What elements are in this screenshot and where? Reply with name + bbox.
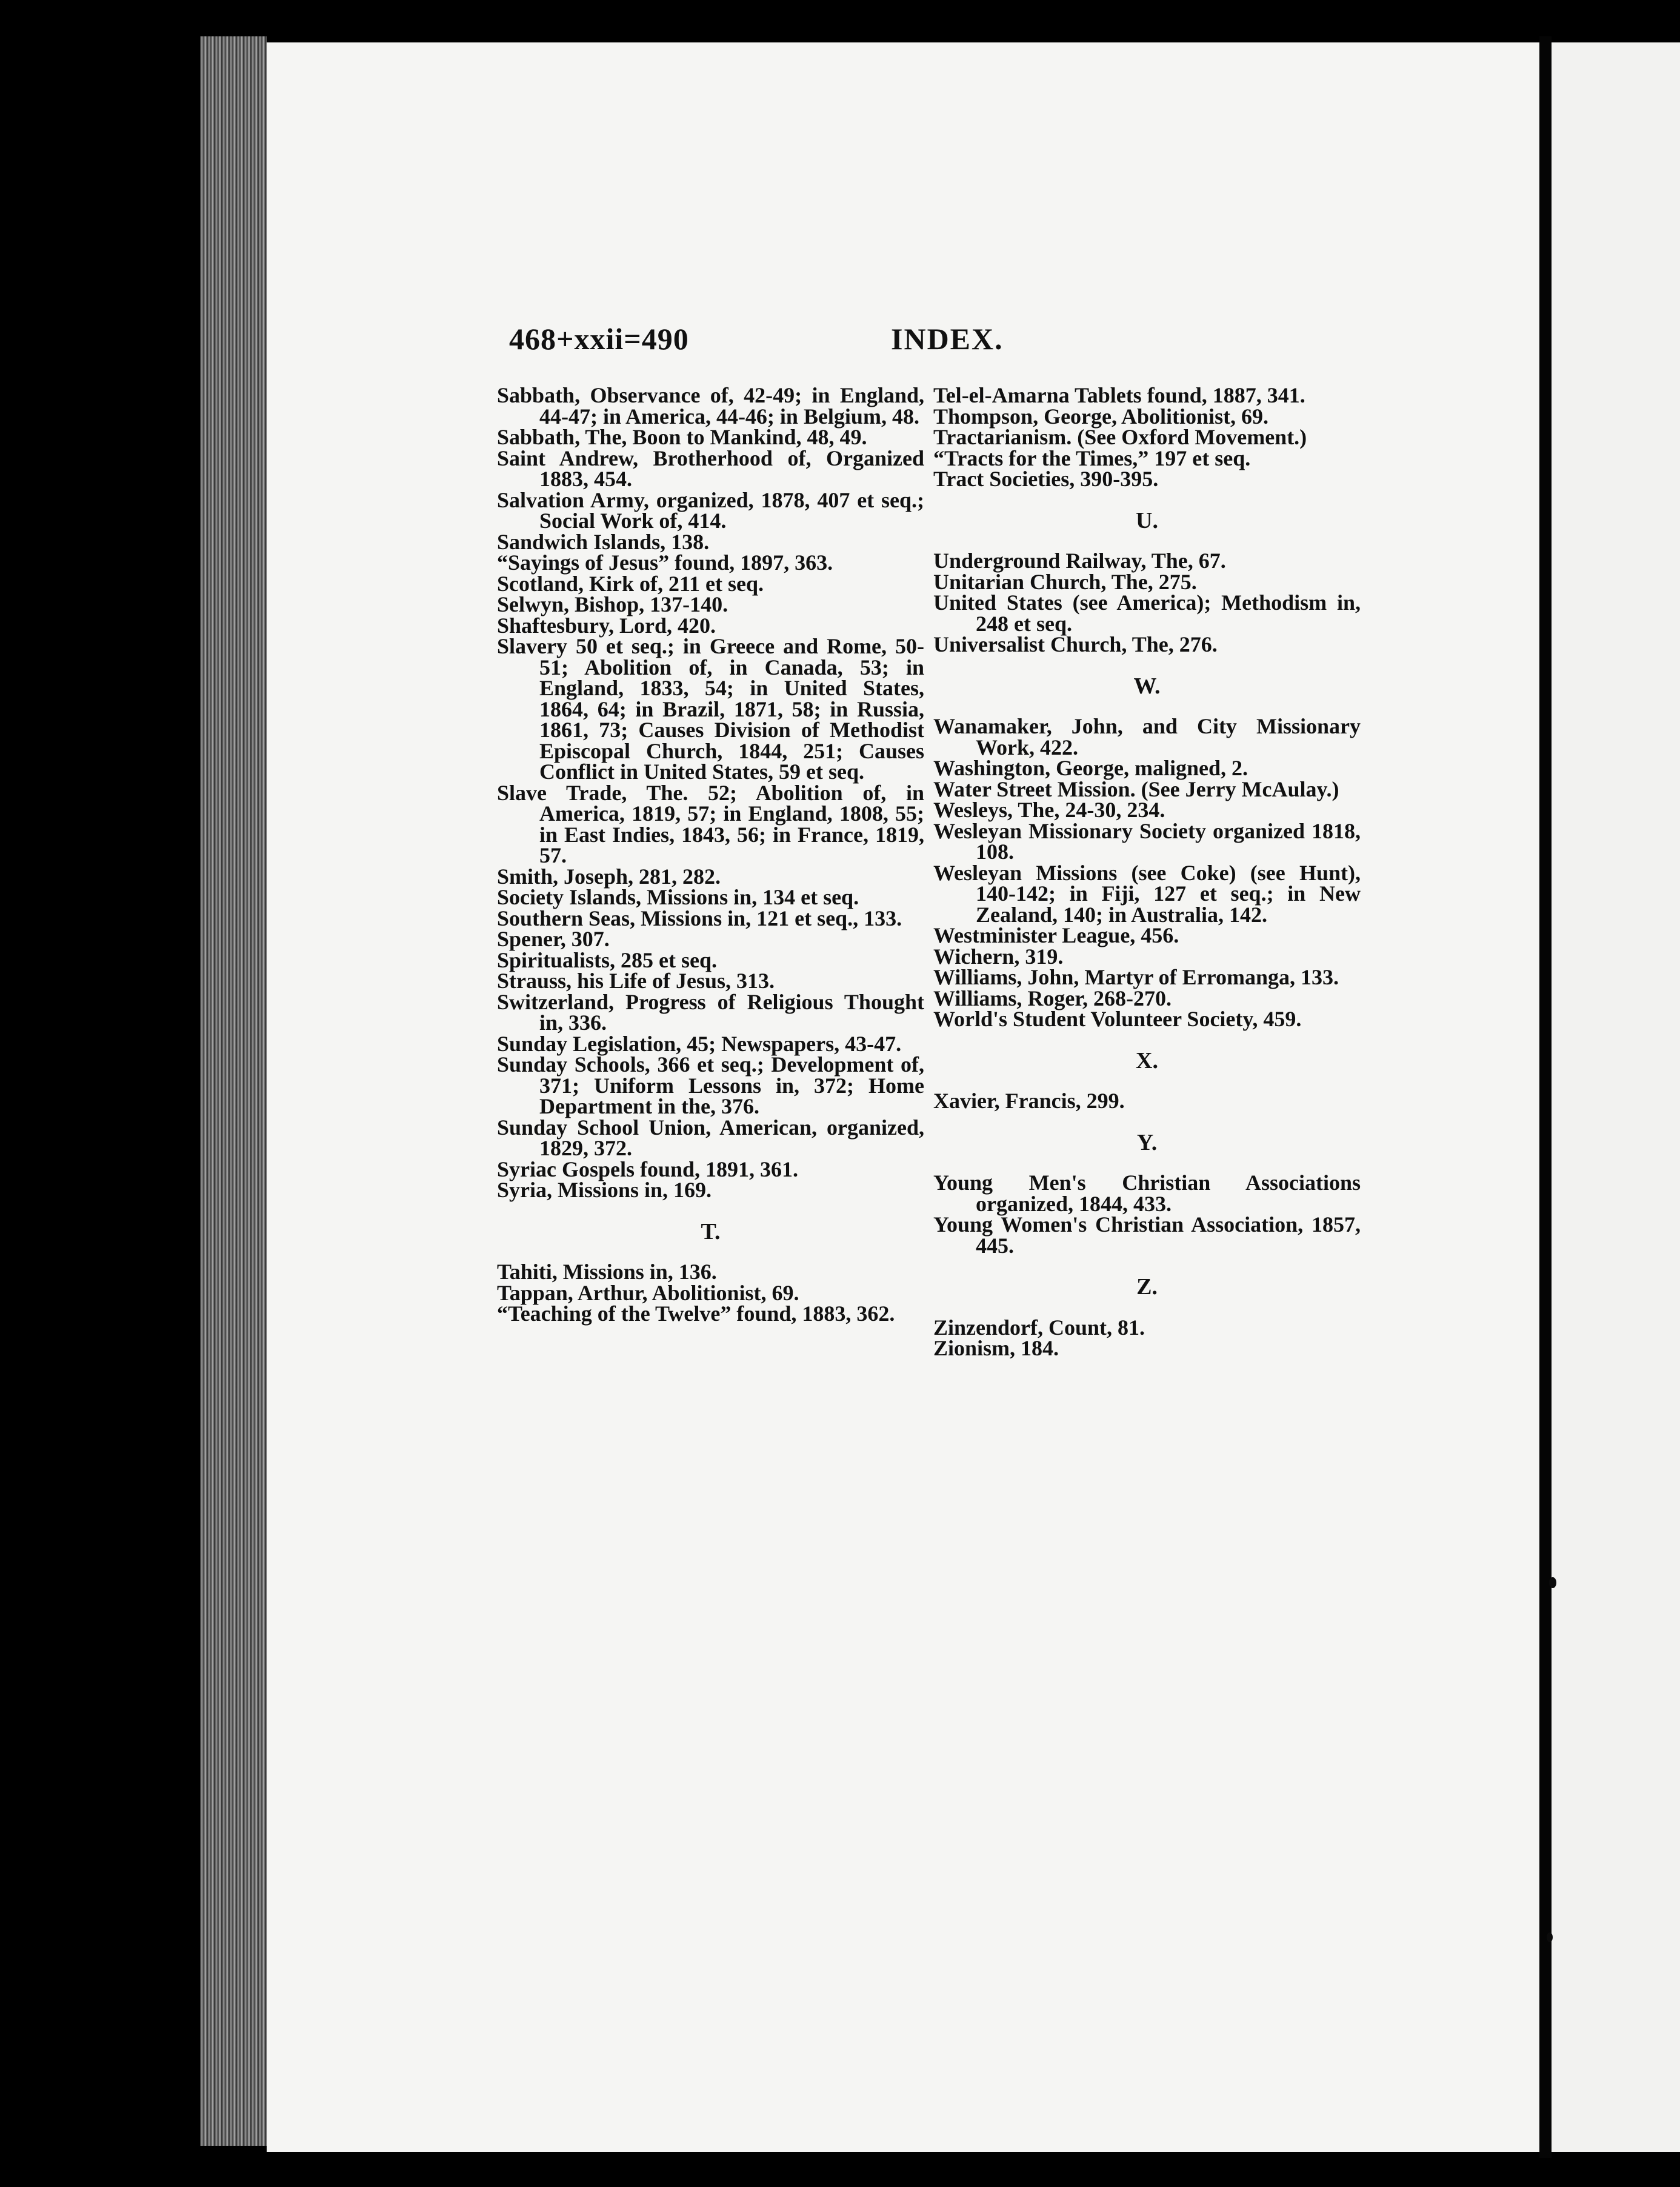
index-entry: Wesleys, The, 24-30, 234. xyxy=(933,798,1165,822)
index-entry: Syria, Missions in, 169. xyxy=(497,1178,712,1202)
index-entry: Tractarianism. (See Oxford Movement.) xyxy=(933,425,1307,449)
index-entry: Wichern, 319. xyxy=(933,944,1064,969)
page-header xyxy=(509,321,1327,364)
index-entry: Southern Seas, Missions in, 121 et seq., 133. xyxy=(497,906,902,930)
index-entry: Selwyn, Bishop, 137-140. xyxy=(497,592,728,616)
book-gutter xyxy=(1539,36,1552,2158)
index-column-right xyxy=(933,385,1361,1359)
index-entry: Shaftesbury, Lord, 420. xyxy=(497,613,716,638)
index-entry: “Tracts for the Times,” 197 et seq. xyxy=(933,446,1251,470)
index-entry: Slave Trade, The. 52; Abolition of, in America, 1819, 57; in England, 1808, 55; in East Indies, 1843, 56; in France, 1819, 57. xyxy=(497,780,924,867)
index-entry: Spener, 307. xyxy=(497,927,610,951)
index-entry: Strauss, his Life of Jesus, 313. xyxy=(497,969,775,993)
index-entry: Sabbath, Observance of, 42-49; in England, 44-47; in America, 44-46; in Belgium, 48. xyxy=(497,383,924,429)
index-entry: Williams, John, Martyr of Erromanga, 133. xyxy=(933,965,1339,989)
index-entry: Thompson, George, Abolitionist, 69. xyxy=(933,404,1269,429)
index-entry: Smith, Joseph, 281, 282. xyxy=(497,864,721,889)
speck-mark xyxy=(1547,1932,1553,1942)
index-entry: Zionism, 184. xyxy=(933,1336,1059,1360)
index-entry: World's Student Volunteer Society, 459. xyxy=(933,1007,1302,1031)
index-entry: Williams, Roger, 268-270. xyxy=(933,986,1172,1010)
index-entry: Young Women's Christian Association, 1857, 445. xyxy=(933,1212,1361,1258)
page-title: INDEX. xyxy=(891,322,1004,356)
section-letter: U. xyxy=(1136,507,1158,533)
page-number: 468+xxii=490 xyxy=(509,322,689,356)
index-entry: Slavery 50 et seq.; in Greece and Rome, 50-51; Abolition of, in Canada, 53; in England, 1833, 54; in United States, 1864, 64; in Brazil, 1871, 58; in Russia, 1861, 73; Causes Division of Methodist Episcopal Church, 1844, 251; Causes Conflict in United States, 59 et seq. xyxy=(497,634,924,784)
index-entry: Tract Societies, 390-395. xyxy=(933,467,1159,491)
facing-page-edge xyxy=(1552,42,1680,2152)
index-entry: Sunday Schools, 366 et seq.; Development of, 371; Uniform Lessons in, 372; Home Department in the, 376. xyxy=(497,1052,924,1118)
index-entry: Zinzendorf, Count, 81. xyxy=(933,1315,1145,1340)
index-entry: Tahiti, Missions in, 136. xyxy=(497,1260,717,1284)
index-entry: Salvation Army, organized, 1878, 407 et seq.; Social Work of, 414. xyxy=(497,487,924,533)
index-entry: Spiritualists, 285 et seq. xyxy=(497,947,718,972)
index-entry: Xavier, Francis, 299. xyxy=(933,1089,1125,1113)
index-entry: Tel-el-Amarna Tablets found, 1887, 341. xyxy=(933,383,1305,407)
index-entry: Water Street Mission. (See Jerry McAulay.) xyxy=(933,776,1339,801)
index-entry: “Teaching of the Twelve” found, 1883, 362. xyxy=(497,1301,895,1326)
index-entry: Wesleyan Missions (see Coke) (see Hunt), 140-142; in Fiji, 127 et seq.; in New Zealand, 140; in Australia, 142. xyxy=(933,860,1361,927)
index-entry: Westminister League, 456. xyxy=(933,923,1179,947)
index-entry: Tappan, Arthur, Abolitionist, 69. xyxy=(497,1280,799,1305)
index-entry: Scotland, Kirk of, 211 et seq. xyxy=(497,571,764,596)
index-column-left xyxy=(497,385,924,1324)
index-entry: “Sayings of Jesus” found, 1897, 363. xyxy=(497,550,833,575)
section-letter: X. xyxy=(1136,1047,1158,1073)
index-entry: Syriac Gospels found, 1891, 361. xyxy=(497,1157,799,1181)
section-letter: W. xyxy=(1133,673,1161,699)
index-entry: Washington, George, maligned, 2. xyxy=(933,756,1248,780)
section-letter: Z. xyxy=(1136,1274,1158,1300)
book-page-edges xyxy=(200,36,267,2146)
index-entry: Universalist Church, The, 276. xyxy=(933,632,1218,656)
index-entry: Wanamaker, John, and City Missionary Work, 422. xyxy=(933,714,1361,760)
index-entry: Wesleyan Missionary Society organized 1818, 108. xyxy=(933,818,1361,864)
section-letter: T. xyxy=(701,1218,721,1244)
index-entry: Underground Railway, The, 67. xyxy=(933,549,1226,573)
speck-mark xyxy=(1549,1577,1556,1588)
index-entry: Switzerland, Progress of Religious Thought in, 336. xyxy=(497,989,924,1035)
index-entry: Sunday School Union, American, organized, 1829, 372. xyxy=(497,1115,924,1160)
index-entry: Society Islands, Missions in, 134 et seq. xyxy=(497,885,859,909)
index-entry: United States (see America); Methodism in, 248 et seq. xyxy=(933,590,1361,636)
index-entry: Saint Andrew, Brotherhood of, Organized 1883, 454. xyxy=(497,446,924,491)
index-entry: Unitarian Church, The, 275. xyxy=(933,569,1197,594)
section-letter: Y. xyxy=(1136,1129,1158,1155)
index-entry: Sabbath, The, Boon to Mankind, 48, 49. xyxy=(497,425,867,449)
index-entry: Sandwich Islands, 138. xyxy=(497,529,710,554)
index-entry: Young Men's Christian Associations organized, 1844, 433. xyxy=(933,1170,1361,1216)
index-entry: Sunday Legislation, 45; Newspapers, 43-47. xyxy=(497,1031,902,1056)
